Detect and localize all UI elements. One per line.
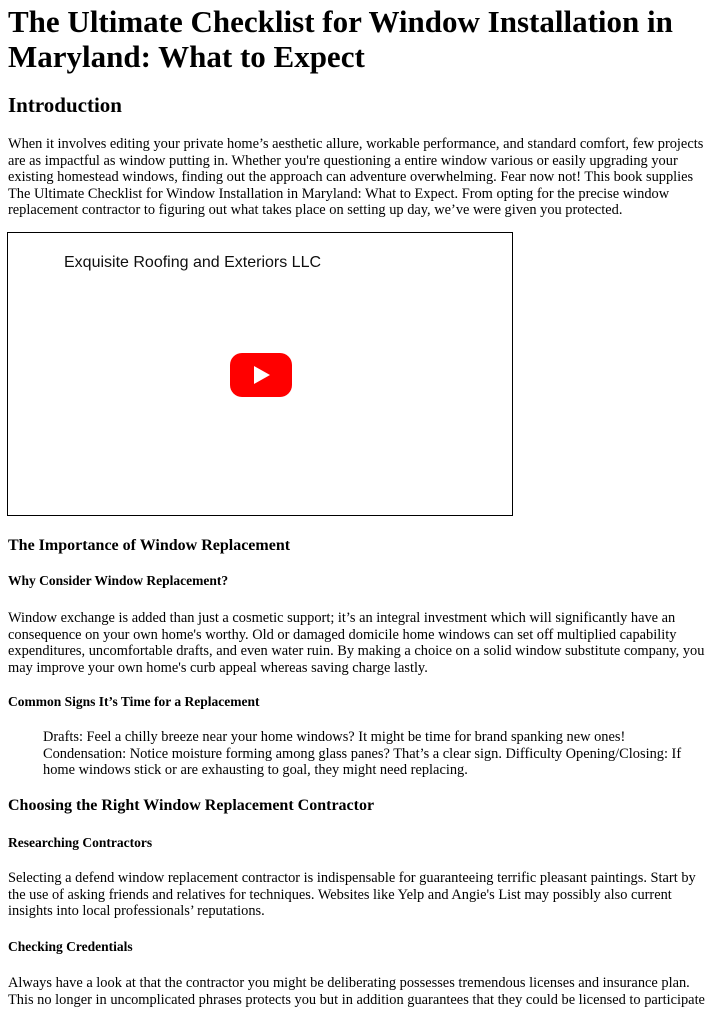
common-signs-heading: Common Signs It’s Time for a Replacement	[8, 694, 260, 709]
youtube-video-embed[interactable]	[7, 232, 513, 516]
youtube-play-icon[interactable]	[230, 353, 292, 397]
why-consider-heading: Why Consider Window Replacement?	[8, 573, 229, 588]
checking-credentials-paragraph: Always have a look at that the contractor you might be deliberating possesses tremendous licenses and insurance plan. This no longer in uncomplicated phrases protects you but in addition guarantees that they could be licensed to participate	[8, 975, 705, 1008]
play-triangle-icon	[254, 366, 270, 384]
intro-paragraph: When it involves editing your private home’s aesthetic allure, workable performance, and standard comfort, few projects are as impactful as window putting in. Whether you're questioning a entire window various or easily upgrading your existing homestead windows, finding out the approach can adventure overwhelming. Fear now not! This book supplies The Ultimate Checklist for Window Installation in Maryland: What to Expect. From opting for the precise window replacement contractor to figuring out what takes place on setting up day, we’ve were given you protected.	[8, 136, 704, 218]
why-consider-paragraph: Window exchange is added than just a cosmetic support; it’s an integral investment which will significantly have an consequence on your own home's worthy. Old or damaged domicile home windows can set off multiplied capability expenditures, uncomfortable drafts, and even water ruin. By making a choice on a solid window substitute company, you may improve your own home's curb appeal whereas saving charge lastly.	[8, 610, 705, 676]
choosing-contractor-heading: Choosing the Right Window Replacement Contractor	[8, 797, 375, 814]
checking-credentials-heading: Checking Credentials	[8, 939, 133, 954]
video-title[interactable]: Exquisite Roofing and Exteriors LLC	[64, 254, 322, 271]
researching-contractors-heading: Researching Contractors	[8, 835, 153, 850]
intro-heading: Introduction	[8, 93, 122, 117]
importance-heading: The Importance of Window Replacement	[8, 537, 291, 554]
common-signs-list: Drafts: Feel a chilly breeze near your home windows? It might be time for brand spanking new ones! Condensation: Notice moisture forming among glass panes? That’s a clear sign. Difficulty Opening/Closing: If home windows stick or are exhausting to goal, they might need replacing.	[43, 729, 682, 778]
article-title: The Ultimate Checklist for Window Installation in Maryland: What to Expect	[8, 4, 673, 74]
researching-contractors-paragraph: Selecting a defend window replacement contractor is indispensable for guaranteeing terrific pleasant paintings. Start by the use of asking friends and relatives for techniques. Websites like Yelp and Angie's List may possibly also current insights into local professionals’ reputations.	[8, 870, 696, 919]
